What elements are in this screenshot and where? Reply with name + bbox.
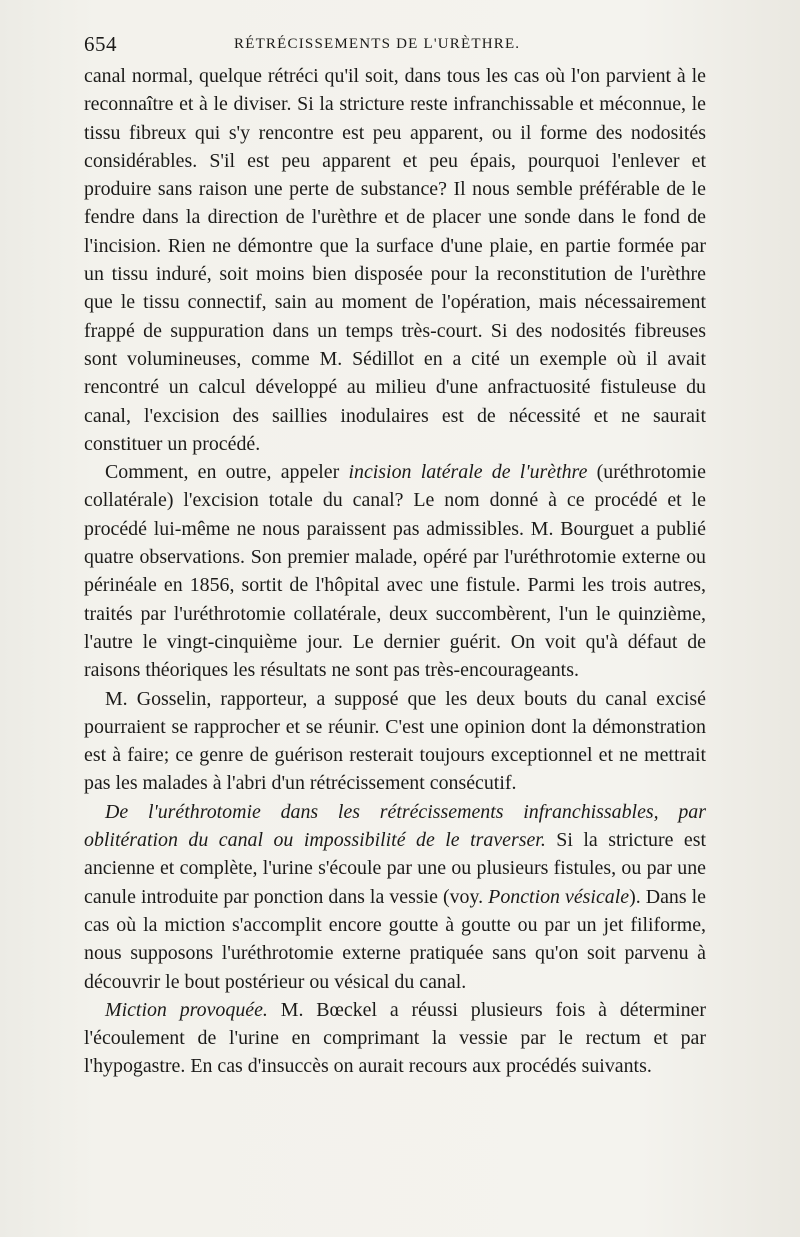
paragraph-5-text: M. Bœckel a réussi plusieurs fois à déterminer l'écoulement de l'urine en comprimant la vessie par le rectum et par l'hypogastre. En cas d'insuccès on aurait recours aux procédés suivants.: [84, 998, 706, 1078]
paragraph-2-text-start: Comment, en outre, appeler: [105, 461, 349, 484]
paragraph-4-text-start: Si la stricture est ancienne et complète, l'urine s'écoule par une ou plusieurs fistules, ou par une canule introduite par ponction dans la vessie (voy.: [84, 829, 706, 908]
section-heading-miction-provoquee: Miction provoquée.: [105, 998, 268, 1021]
paragraph-3: M. Gosselin, rapporteur, a supposé que les deux bouts du canal excisé pourraient se rapprocher et se réunir. C'est une opinion dont la démonstration est à faire; ce genre de guérison resterait toujours exceptionnel et ne mettrait pas les malades à l'abri d'un rétrécissement consécutif.: [84, 687, 706, 795]
running-title: RÉTRÉCISSEMENTS DE L'URÈTHRE.: [234, 36, 521, 52]
paragraph-4: [84, 798, 706, 996]
page-number: 654: [84, 32, 117, 56]
paragraph-2-text-end: (uréthrotomie collatérale) l'excision totale du canal? Le nom donné à ce procédé et le procédé lui-même ne nous paraissent pas admissibles. M. Bourguet a publié quatre observations. Son premier malade, opéré par l'uréthrotomie externe ou périnéale en 1856, sortit de l'hôpital avec une fistule. Parmi les trois autres, traités par l'uréthrotomie collatérale, deux succombèrent, l'un le quinzième, l'autre le vingt-cinquième jour. Le dernier guérit. On voit qu'à défaut de raisons théoriques les résultats ne sont pas très-encourageants.: [84, 461, 706, 682]
paragraph-5: [84, 996, 706, 1081]
cross-reference-ponction-vesicale: Ponction vésicale: [488, 885, 630, 908]
page-header: [84, 28, 706, 62]
paragraph-1: canal normal, quelque rétréci qu'il soit, dans tous les cas où l'on parvient à le reconnaître et à le diviser. Si la stricture reste infranchissable et méconnue, le tissu fibreux qui s'y rencontre est peu apparent, ou il forme des nodosités considérables. S'il est peu apparent et peu épais, pourquoi l'enlever et produire sans raison une perte de substance? Il nous semble préférable de le fendre dans la direction de l'urèthre et de placer une sonde dans le fond de l'incision. Rien ne démontre que la surface d'une plaie, en partie formée par un tissu induré, soit moins bien disposée pour la reconstitution de l'urèthre que le tissu connectif, sain au moment de l'opération, mais nécessairement frappé de suppuration dans un temps très-court. Si des nodosités fibreuses sont volumineuses, comme M. Sédillot en a cité un exemple où il avait rencontré un calcul développé au milieu d'une anfractuosité fistuleuse du canal, l'excision des saillies inodulaires est de nécessité et ne saurait constituer un procédé.: [84, 65, 706, 455]
paragraph-2-italic-term: incision latérale de l'urèthre: [348, 461, 588, 484]
paragraph-2: [84, 458, 706, 684]
body-text: [84, 62, 706, 1081]
paragraph-4-text-end: ). Dans le cas où la miction s'accomplit encore goutte à goutte ou par un jet filiforme, nous supposons l'uréthrotomie externe pratiquée sans qu'on soit parvenu à découvrir le bout postérieur ou vésical du canal.: [84, 885, 707, 993]
section-heading-uretrotomie: De l'uréthrotomie dans les rétrécissements infranchissables, par oblitération du canal ou impossibilité de le traverser.: [84, 800, 706, 852]
